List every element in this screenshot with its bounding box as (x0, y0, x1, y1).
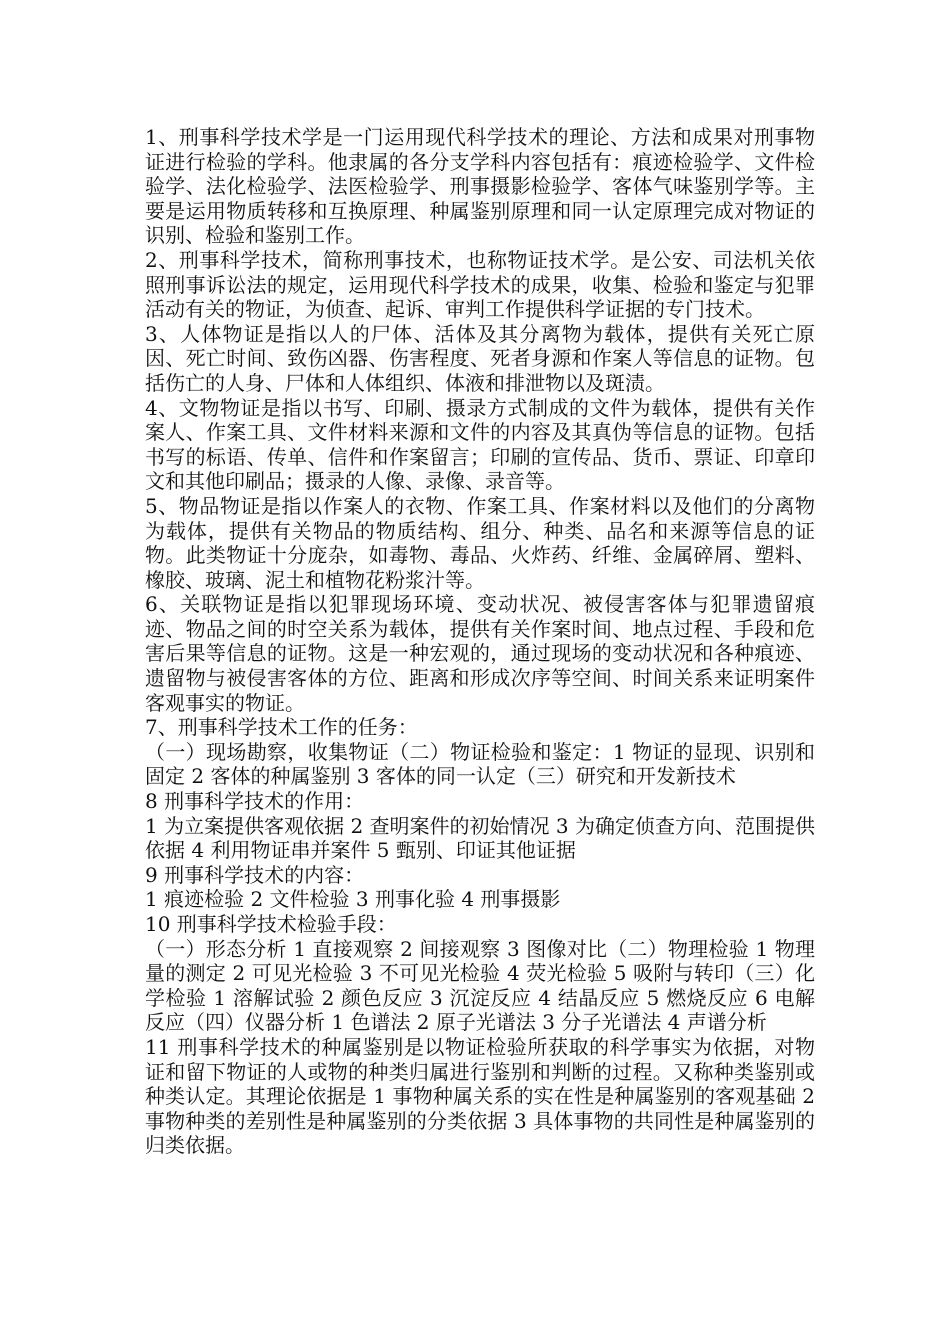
paragraph-3: 3、人体物证是指以人的尸体、活体及其分离物为载体，提供有关死亡原因、死亡时间、致伤凶器、伤害程度、死者身源和作案人等信息的证物。包括伤亡的人身、尸体和人体组织、体液和排泄物以及斑渍。 (145, 321, 815, 395)
section-heading-10: 10 刑事科学技术检验手段： (145, 912, 397, 936)
paragraph-2: 2、刑事科学技术，简称刑事技术，也称物证技术学。是公安、司法机关依照刑事诉讼法的规定，运用现代科学技术的成果，收集、检验和鉴定与犯罪活动有关的物证，为侦查、起诉、审判工作提供科学证据的专门技术。 (145, 247, 815, 322)
paragraph-8-body: 1 为立案提供客观依据 2 查明案件的初始情况 3 为确定侦查方向、范围提供依据 4 利用物证串并案件 5 甄别、印证其他证据 (145, 813, 815, 863)
paragraph-6: 6、关联物证是指以犯罪现场环境、变动状况、被侵害客体与犯罪遗留痕迹、物品之间的时空关系为载体，提供有关作案时间、地点过程、手段和危害后果等信息的证物。这是一种宏观的，通过现场的变动状况和各种痕迹、遗留物与被侵害客体的方位、距离和形成次序等空间、时间关系来证明案件客观事实的物证。 (145, 592, 815, 715)
paragraph-5: 5、物品物证是指以作案人的衣物、作案工具、作案材料以及他们的分离物为载体，提供有关物品的物质结构、组分、种类、品名和来源等信息的证物。此类物证十分庞杂，如毒物、毒品、火炸药、纤维、金属碎屑、塑料、橡胶、玻璃、泥土和植物花粉浆汁等。 (145, 493, 815, 592)
paragraph-11: 11 刑事科学技术的种属鉴别是以物证检验所获取的科学事实为依据，对物证和留下物证的人或物的种类归属进行鉴别和判断的过程。又称种类鉴别或种类认定。其理论依据是 1 事物种属关系的实在性是种属鉴别的客观基础 2 事物种类的差别性是种属鉴别的分类依据 3 具体事物的共同性是种属鉴别的归类依据。 (145, 1034, 815, 1158)
paragraph-9-body: 1 痕迹检验 2 文件检验 3 刑事化验 4 刑事摄影 (145, 887, 561, 912)
paragraph-10-body: （一）形态分析 1 直接观察 2 间接观察 3 图像对比（二）物理检验 1 物理量的测定 2 可见光检验 3 不可见光检验 4 荧光检验 5 吸附与转印（三）化学检验 1 溶解试验 2 颜色反应 3 沉淀反应 4 结晶反应 5 燃烧反应 6 电解反应（四）仪器分析 1 色谱法 2 原子光谱法 3 分子光谱法 4 声谱分析 (145, 936, 815, 1035)
section-heading-7: 7、刑事科学技术工作的任务： (145, 715, 418, 740)
section-heading-9: 9 刑事科学技术的内容： (145, 862, 365, 887)
paragraph-1: 1、刑事科学技术学是一门运用现代科学技术的理论、方法和成果对刑事物证进行检验的学科。他隶属的各分支学科内容包括有：痕迹检验学、文件检验学、法化检验学、法医检验学、刑事摄影检验学、客体气味鉴别学等。主要是运用物质转移和互换原理、种属鉴别原理和同一认定原理完成对物证的识别、检验和鉴别工作。 (145, 125, 815, 248)
document-body (145, 125, 815, 1158)
paragraph-7-body: （一）现场勘察，收集物证（二）物证检验和鉴定：1 物证的显现、识别和固定 2 客体的种属鉴别 3 客体的同一认定（三）研究和开发新技术 (145, 739, 815, 789)
paragraph-4: 4、文物物证是指以书写、印刷、摄录方式制成的文件为载体，提供有关作案人、作案工具、文件材料来源和文件的内容及其真伪等信息的证物。包括书写的标语、传单、信件和作案留言；印刷的宣传品、货币、票证、印章印文和其他印刷品；摄录的人像、录像、录音等。 (145, 395, 815, 494)
section-heading-8: 8 刑事科学技术的作用： (145, 789, 365, 814)
